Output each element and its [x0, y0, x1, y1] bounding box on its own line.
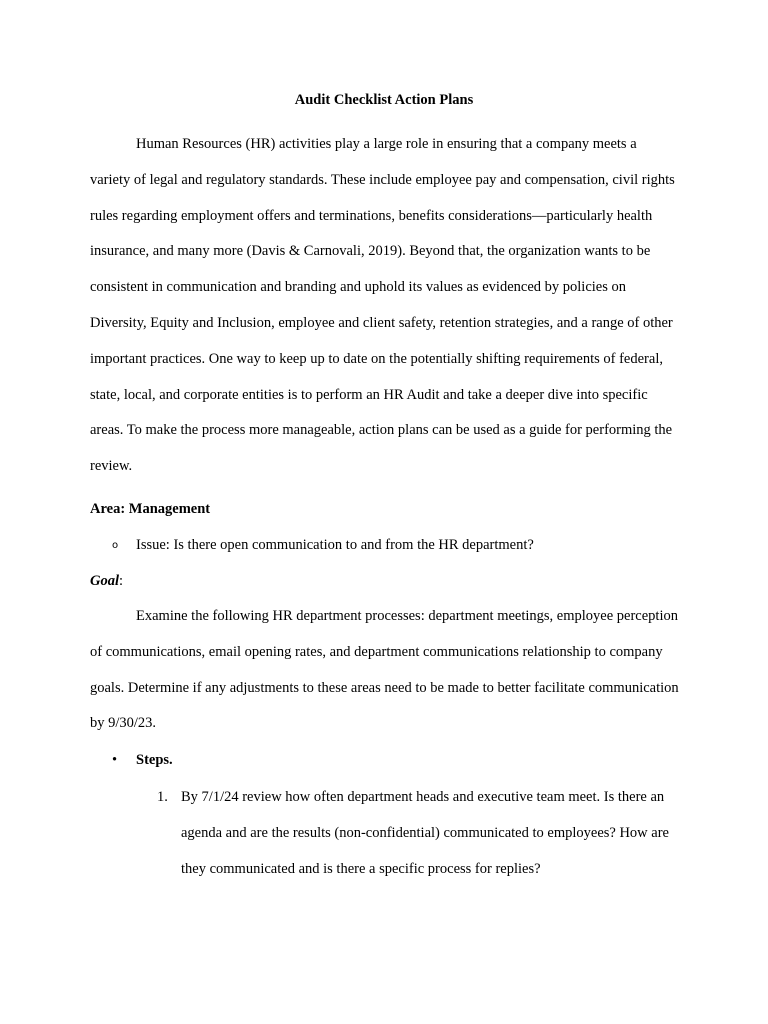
area-heading: Area: Management	[90, 501, 211, 517]
goal-label-text: Goal	[90, 573, 119, 589]
steps-label: Steps.	[136, 752, 173, 768]
list-item-number: 1.	[157, 789, 168, 805]
list-item-text: By 7/1/24 review how often department heads and executive team meet. Is there an agenda and are the results (non-confidential) communicated to employees? How are they communicated and is there a specific process for replies?	[181, 789, 669, 877]
goal-label-colon: :	[119, 573, 124, 589]
goal-label	[90, 573, 123, 590]
bullet-icon: •	[112, 752, 118, 768]
intro-paragraph: Human Resources (HR) activities play a large role in ensuring that a company meets a variety of legal and regulatory standards. These include employee pay and compensation, civil rights rules regarding employment offers and terminations, benefits considerations—particularly health insurance, and many more (Davis & Carnovali, 2019). Beyond that, the organization wants to be consistent in communication and branding and uphold its values as evidenced by policies on Diversity, Equity and Inclusion, employee and client safety, retention strategies, and a range of other important practices. One way to keep up to date on the potentially shifting requirements of federal, state, local, and corporate entities is to perform an HR Audit and take a deeper dive into specific areas. To make the process more manageable, action plans can be used as a guide for performing the review.	[90, 136, 675, 475]
steps-list-item	[112, 752, 173, 769]
document-title: Audit Checklist Action Plans	[294, 92, 474, 108]
circle-bullet-icon: o	[112, 540, 119, 551]
numbered-list-item	[157, 780, 677, 887]
issue-text: Issue: Is there open communication to and from the HR department?	[136, 537, 534, 553]
issue-list-item	[112, 537, 534, 554]
goal-paragraph: Examine the following HR department processes: department meetings, employee perception of communications, email opening rates, and department communications relationship to company goals. Determine if any adjustments to these areas need to be made to better facilitate communication by 9/30/23.	[90, 608, 679, 732]
